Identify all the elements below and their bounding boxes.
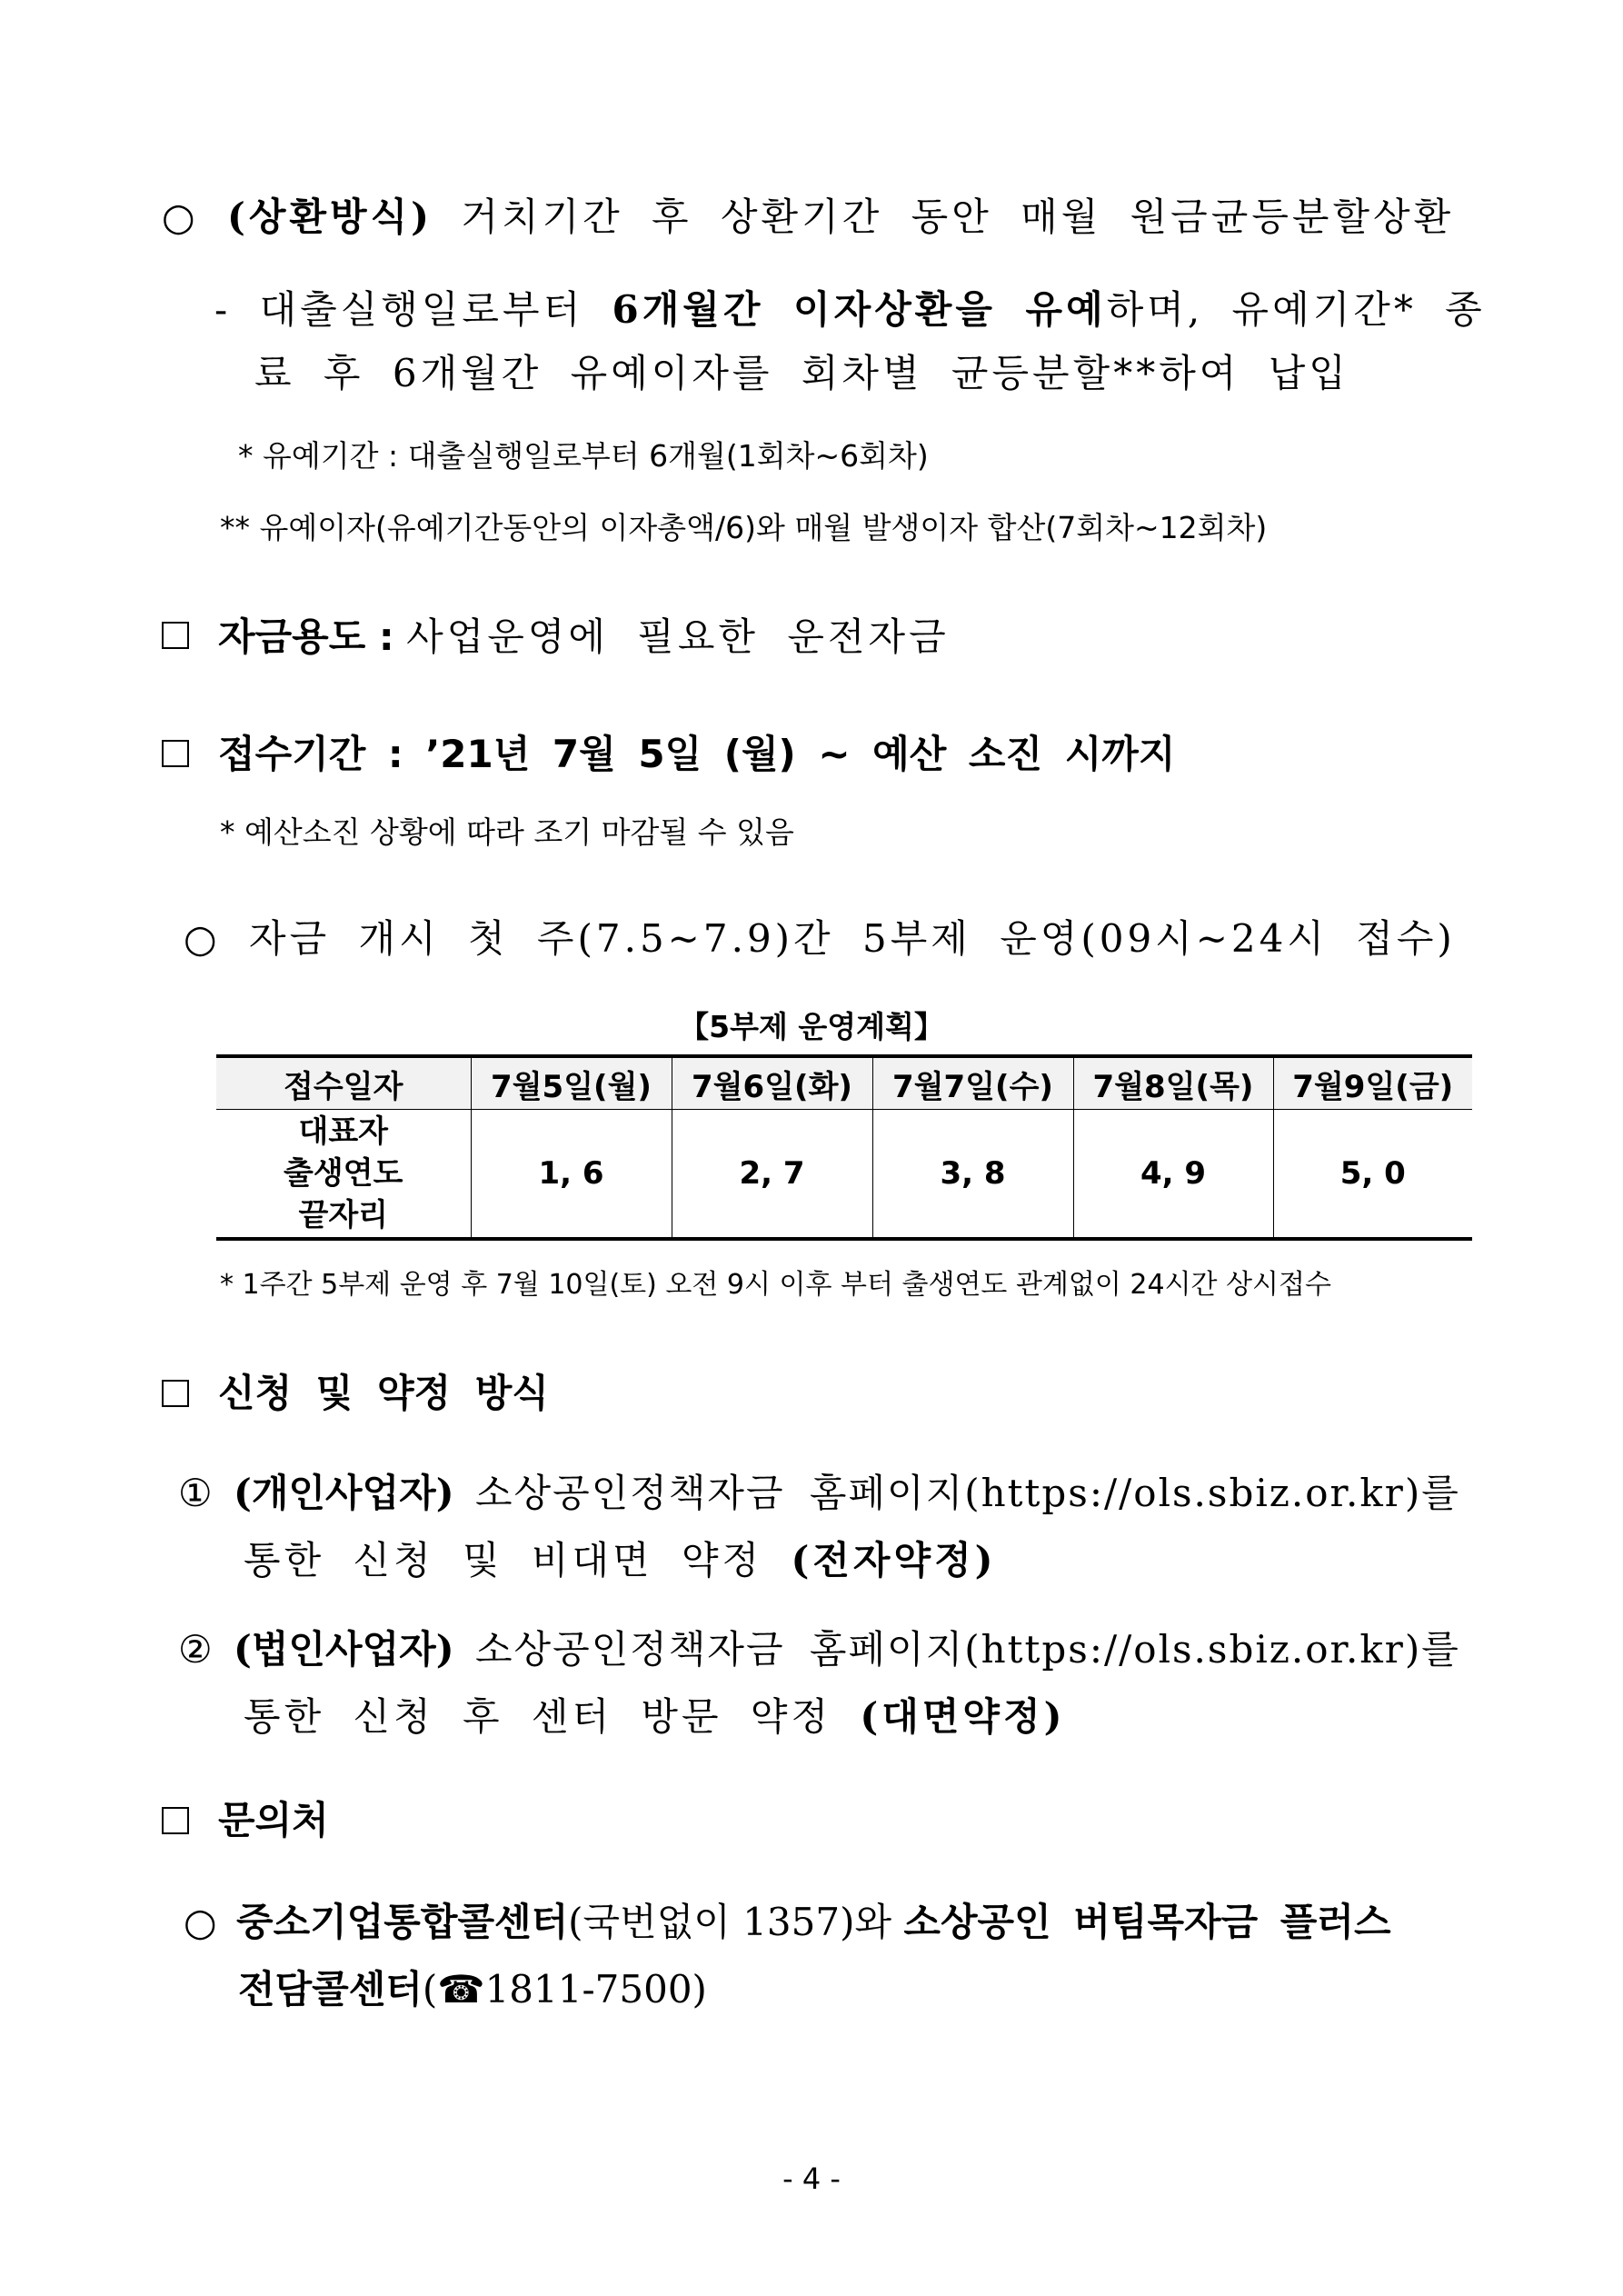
fund-use-text: 사업운영에 필요한 운전자금 bbox=[406, 614, 950, 659]
application-item2-line2 bbox=[244, 1687, 1065, 1742]
row-label-line: 대표자 bbox=[298, 1113, 389, 1150]
contact-title: 문의처 bbox=[218, 1798, 329, 1842]
header-cell: 7월6일(화) bbox=[672, 1056, 872, 1110]
table-caption: 【5부제 운영계획】 bbox=[679, 1009, 944, 1044]
repayment-heading: (상환방식) bbox=[227, 195, 433, 239]
item2-bold: (법인사업자) bbox=[234, 1627, 454, 1672]
table-footnote: * 1주간 5부제 운영 후 7월 10일(토) 오전 9시 이후 부터 출생연도 관계없이 24시간 상시접수 bbox=[220, 1269, 1331, 1301]
dash-marker: - bbox=[214, 287, 232, 332]
contact-text2: (☎1811-7500) bbox=[422, 1967, 707, 2011]
item1-line2-bold: (전자약정) bbox=[791, 1538, 997, 1582]
table-cell: 3, 8 bbox=[872, 1110, 1073, 1240]
plan-table bbox=[216, 1054, 1472, 1241]
checkbox-square bbox=[162, 740, 189, 767]
circle-bullet: ○ bbox=[184, 916, 221, 961]
table-cell: 2, 7 bbox=[672, 1110, 872, 1240]
sub1-text-b: 하며, 유예기간* 종 bbox=[1106, 287, 1486, 332]
repayment-note1: * 유예기간 : 대출실행일로부터 6개월(1회차~6회차) bbox=[238, 438, 929, 474]
circle-bullet: ○ bbox=[162, 195, 199, 239]
checkbox-square bbox=[162, 1380, 189, 1407]
checkbox-square bbox=[162, 1807, 189, 1834]
application-title: 신청 및 약정 방식 bbox=[218, 1371, 549, 1415]
circled-number-2: ② bbox=[178, 1627, 213, 1672]
item1-bold: (개인사업자) bbox=[234, 1471, 454, 1515]
table-row bbox=[216, 1110, 1472, 1240]
header-cell: 7월7일(수) bbox=[872, 1056, 1073, 1110]
table-cell: 5, 0 bbox=[1273, 1110, 1472, 1240]
checkbox-square bbox=[162, 622, 189, 649]
sub1-text-a: 대출실행일로부터 bbox=[259, 287, 612, 332]
item2-line2-text: 통한 신청 후 센터 방문 약정 bbox=[244, 1694, 861, 1739]
table-header-row bbox=[216, 1056, 1472, 1110]
repayment-sub-line2: 료 후 6개월간 유예이자를 회차별 균등분할**하여 납입 bbox=[254, 351, 1349, 395]
reception-note: * 예산소진 상황에 따라 조기 마감될 수 있음 bbox=[220, 814, 794, 850]
repayment-sub-line1 bbox=[214, 280, 1486, 334]
repayment-note2: ** 유예이자(유예기간동안의 이자총액/6)와 매월 발생이자 합산(7회차~12회차) bbox=[220, 510, 1268, 545]
fund-use-line bbox=[218, 607, 950, 662]
reception-bullet-line bbox=[184, 909, 1456, 963]
header-cell: 7월9일(금) bbox=[1273, 1056, 1472, 1110]
header-cell: 7월5일(월) bbox=[471, 1056, 672, 1110]
header-cell: 7월8일(목) bbox=[1073, 1056, 1273, 1110]
row-label-cell bbox=[216, 1110, 471, 1240]
table-cell: 1, 6 bbox=[471, 1110, 672, 1240]
contact-text1: (국번없이 1357)와 bbox=[568, 1900, 904, 1944]
row-label-line: 끝자리 bbox=[298, 1197, 389, 1233]
contact-bold1: 중소기업통합콜센터 bbox=[236, 1900, 569, 1944]
circled-number-1: ① bbox=[178, 1471, 213, 1515]
item2-line2-bold: (대면약정) bbox=[860, 1694, 1066, 1739]
header-cell: 접수일자 bbox=[216, 1056, 471, 1110]
repayment-text: 거치기간 후 상환기간 동안 매월 원금균등분할상환 bbox=[461, 195, 1455, 239]
page-number: - 4 - bbox=[782, 2161, 841, 2196]
application-item1-line2 bbox=[244, 1531, 997, 1585]
repayment-line bbox=[162, 187, 1454, 242]
fund-use-label: 자금용도 : bbox=[218, 614, 394, 659]
contact-bold3: 전담콜센터 bbox=[238, 1967, 423, 2011]
item2-text: 소상공인정책자금 홈페이지(https://ols.sbiz.or.kr)를 bbox=[474, 1627, 1460, 1672]
contact-line1 bbox=[184, 1892, 1391, 1947]
reception-label: 접수기간 : ’21년 7월 5일 (월) ~ 예산 소진 시까지 bbox=[218, 732, 1176, 776]
sub1-text-bold: 6개월간 이자상환을 유예 bbox=[612, 287, 1107, 332]
item1-line2-text: 통한 신청 및 비대면 약정 bbox=[244, 1538, 792, 1582]
circle-bullet: ○ bbox=[184, 1900, 217, 1944]
application-item2-line1 bbox=[178, 1620, 1460, 1674]
row-label-line: 출생연도 bbox=[284, 1155, 403, 1192]
item1-text: 소상공인정책자금 홈페이지(https://ols.sbiz.or.kr)를 bbox=[474, 1471, 1460, 1515]
application-item1-line1 bbox=[178, 1463, 1460, 1518]
contact-line2 bbox=[238, 1960, 707, 2014]
table-cell: 4, 9 bbox=[1073, 1110, 1273, 1240]
contact-bold2: 소상공인 버팀목자금 플러스 bbox=[903, 1900, 1391, 1944]
reception-bullet-text: 자금 개시 첫 주(7.5~7.9)간 5부제 운영(09시~24시 접수) bbox=[249, 916, 1456, 961]
